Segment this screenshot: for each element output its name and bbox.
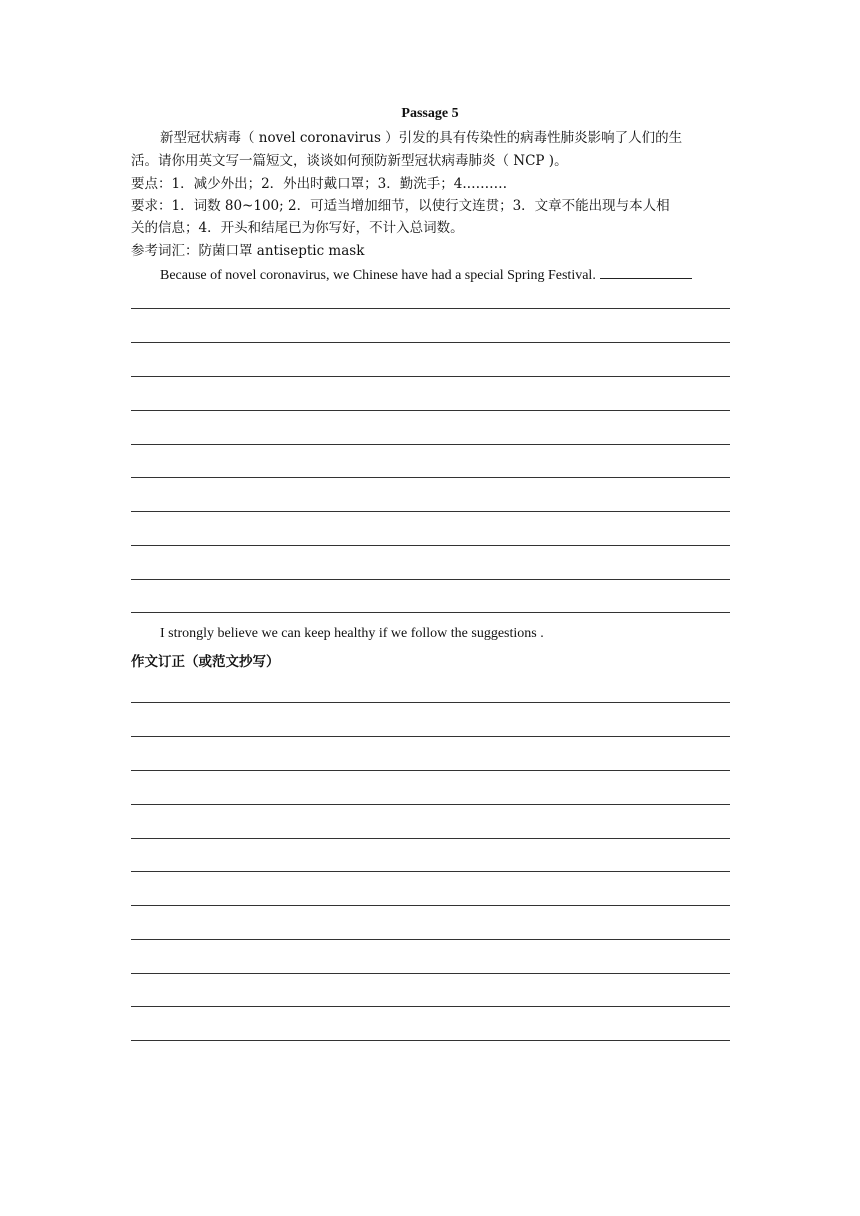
- writing-line[interactable]: [131, 410, 730, 411]
- writing-line[interactable]: [131, 342, 730, 343]
- passage-title: Passage 5: [401, 106, 459, 121]
- writing-line[interactable]: [131, 376, 730, 377]
- correction-line[interactable]: [131, 838, 730, 839]
- correction-line[interactable]: [131, 804, 730, 805]
- correction-line[interactable]: [131, 905, 730, 906]
- opening-blank[interactable]: [600, 264, 692, 279]
- writing-line[interactable]: [131, 444, 730, 445]
- writing-line[interactable]: [131, 477, 730, 478]
- key-points: 要点：1．减少外出；2．外出时戴口罩；3．勤洗手；4.………: [131, 176, 508, 192]
- correction-heading: 作文订正（或范文抄写）: [131, 654, 280, 670]
- correction-line[interactable]: [131, 736, 730, 737]
- closing-sentence: I strongly believe we can keep healthy if we follow the suggestions .: [160, 626, 544, 641]
- correction-line[interactable]: [131, 1006, 730, 1007]
- writing-line[interactable]: [131, 545, 730, 546]
- requirements-line-2: 关的信息；4．开头和结尾已为你写好，不计入总词数。: [131, 220, 464, 236]
- reference-vocabulary: 参考词汇：防菌口罩 antiseptic mask: [131, 243, 365, 259]
- correction-line[interactable]: [131, 939, 730, 940]
- opening-sentence: Because of novel coronavirus, we Chinese have had a special Spring Festival.: [160, 268, 596, 283]
- writing-line[interactable]: [131, 579, 730, 580]
- correction-line[interactable]: [131, 973, 730, 974]
- correction-line[interactable]: [131, 871, 730, 872]
- correction-line[interactable]: [131, 770, 730, 771]
- requirements-line-1: 要求：1．词数 80~100; 2．可适当增加细节，以使行文连贯；3．文章不能出现与本人相: [131, 198, 670, 214]
- opening-sentence-row: [160, 264, 731, 286]
- correction-line[interactable]: [131, 702, 730, 703]
- writing-line[interactable]: [131, 612, 730, 613]
- writing-line[interactable]: [131, 511, 730, 512]
- correction-line[interactable]: [131, 1040, 730, 1041]
- intro-line-2: 活。请你用英文写一篇短文，谈谈如何预防新型冠状病毒肺炎（ NCP )。: [131, 153, 568, 169]
- intro-line-1: 新型冠状病毒（ novel coronavirus ）引发的具有传染性的病毒性肺炎影响了人们的生: [160, 130, 683, 146]
- writing-line[interactable]: [131, 308, 730, 309]
